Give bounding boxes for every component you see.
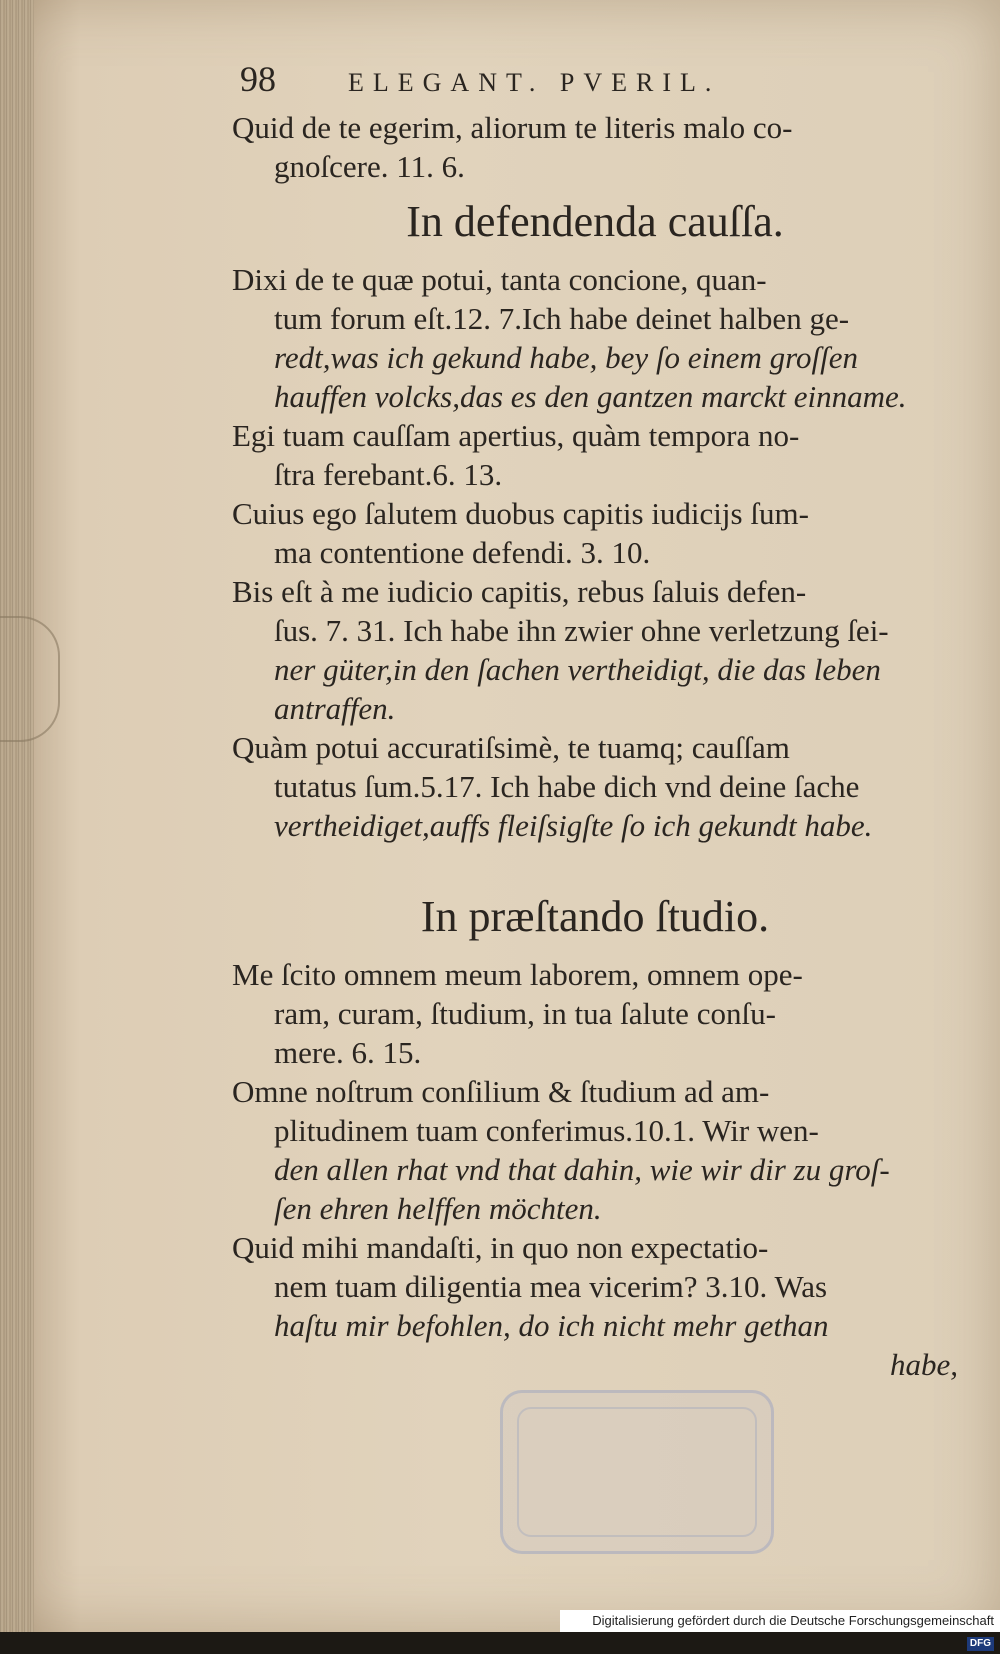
text-line: mere. 6. 15. bbox=[274, 1035, 422, 1070]
text-line: hauffen volcks,das es den gantzen marckt einname. bbox=[274, 379, 907, 414]
footer-text: Digitalisierung gefördert durch die Deutsche Forschungsgemeinschaft bbox=[592, 1613, 994, 1628]
text-line: antraffen. bbox=[274, 691, 396, 726]
page-number: 98 bbox=[240, 59, 276, 99]
phrase-entry bbox=[232, 728, 958, 845]
phrase-entry bbox=[232, 1072, 958, 1228]
phrase-entry bbox=[232, 572, 958, 728]
section-heading: In defendenda cauſſa. bbox=[406, 197, 784, 246]
text-line: ner güter,in den ſachen vertheidigt, die das leben bbox=[274, 652, 881, 687]
text-line: Dixi de te quæ potui, tanta concione, quan- bbox=[232, 262, 767, 297]
text-line: redt,was ich gekund habe, bey ſo einem groſſen bbox=[274, 340, 858, 375]
text-line: ſtra ferebant.6. 13. bbox=[274, 457, 503, 492]
text-line: nem tuam diligentia mea vicerim? 3.10. Was bbox=[274, 1269, 828, 1304]
text-line: Egi tuam cauſſam apertius, quàm tempora no- bbox=[232, 418, 800, 453]
text-line: tum forum eſt.12. 7.Ich habe deinet halben ge- bbox=[274, 301, 850, 336]
running-head: ELEGANT. PVERIL. bbox=[348, 68, 721, 97]
text-line: ma contentione defendi. 3. 10. bbox=[274, 535, 651, 570]
digitization-footer bbox=[560, 1610, 1000, 1649]
text-line: vertheidiget,auffs fleiſsigſte ſo ich gekundt habe. bbox=[274, 808, 873, 843]
catchword: habe, bbox=[889, 1347, 958, 1382]
clasp-mark bbox=[0, 616, 60, 742]
page-edge-stack bbox=[0, 0, 34, 1632]
text-line: tutatus ſum.5.17. Ich habe dich vnd deine ſache bbox=[274, 769, 860, 804]
dfg-logo: DFG bbox=[967, 1637, 994, 1651]
text-line: den allen rhat vnd that dahin, wie wir dir zu groſ- bbox=[274, 1152, 890, 1187]
phrase-entry bbox=[232, 494, 958, 572]
phrase-entry bbox=[232, 955, 958, 1072]
text-line: Cuius ego ſalutem duobus capitis iudicijs ſum- bbox=[232, 496, 809, 531]
text-line: Quid de te egerim, aliorum te literis malo co- bbox=[232, 110, 793, 145]
text-line: Me ſcito omnem meum laborem, omnem ope- bbox=[232, 957, 803, 992]
text-line: plitudinem tuam conferimus.10.1. Wir wen- bbox=[274, 1113, 819, 1148]
text-line: gnoſcere. 11. 6. bbox=[274, 149, 465, 184]
phrase-entry bbox=[232, 1228, 958, 1345]
text-line: Omne noſtrum conſilium & ſtudium ad am- bbox=[232, 1074, 770, 1109]
text-line: ſen ehren helffen möchten. bbox=[274, 1191, 602, 1226]
phrase-entry bbox=[232, 260, 958, 416]
text-line: Quàm potui accuratiſsimè, te tuamq; cauſſam bbox=[232, 730, 790, 765]
phrase-entry bbox=[232, 416, 958, 494]
text-line: ſus. 7. 31. Ich habe ihn zwier ohne verletzung ſei- bbox=[274, 613, 889, 648]
page-body bbox=[232, 108, 958, 1384]
text-line: ram, curam, ſtudium, in tua ſalute conſu- bbox=[274, 996, 776, 1031]
text-line: Bis eſt à me iudicio capitis, rebus ſaluis defen- bbox=[232, 574, 807, 609]
library-stamp bbox=[500, 1390, 774, 1554]
intro-entry bbox=[232, 108, 958, 186]
text-line: Quid mihi mandaſti, in quo non expectatio- bbox=[232, 1230, 769, 1265]
text-line: haſtu mir befohlen, do ich nicht mehr gethan bbox=[274, 1308, 829, 1343]
section-heading: In præſtando ſtudio. bbox=[420, 892, 770, 941]
